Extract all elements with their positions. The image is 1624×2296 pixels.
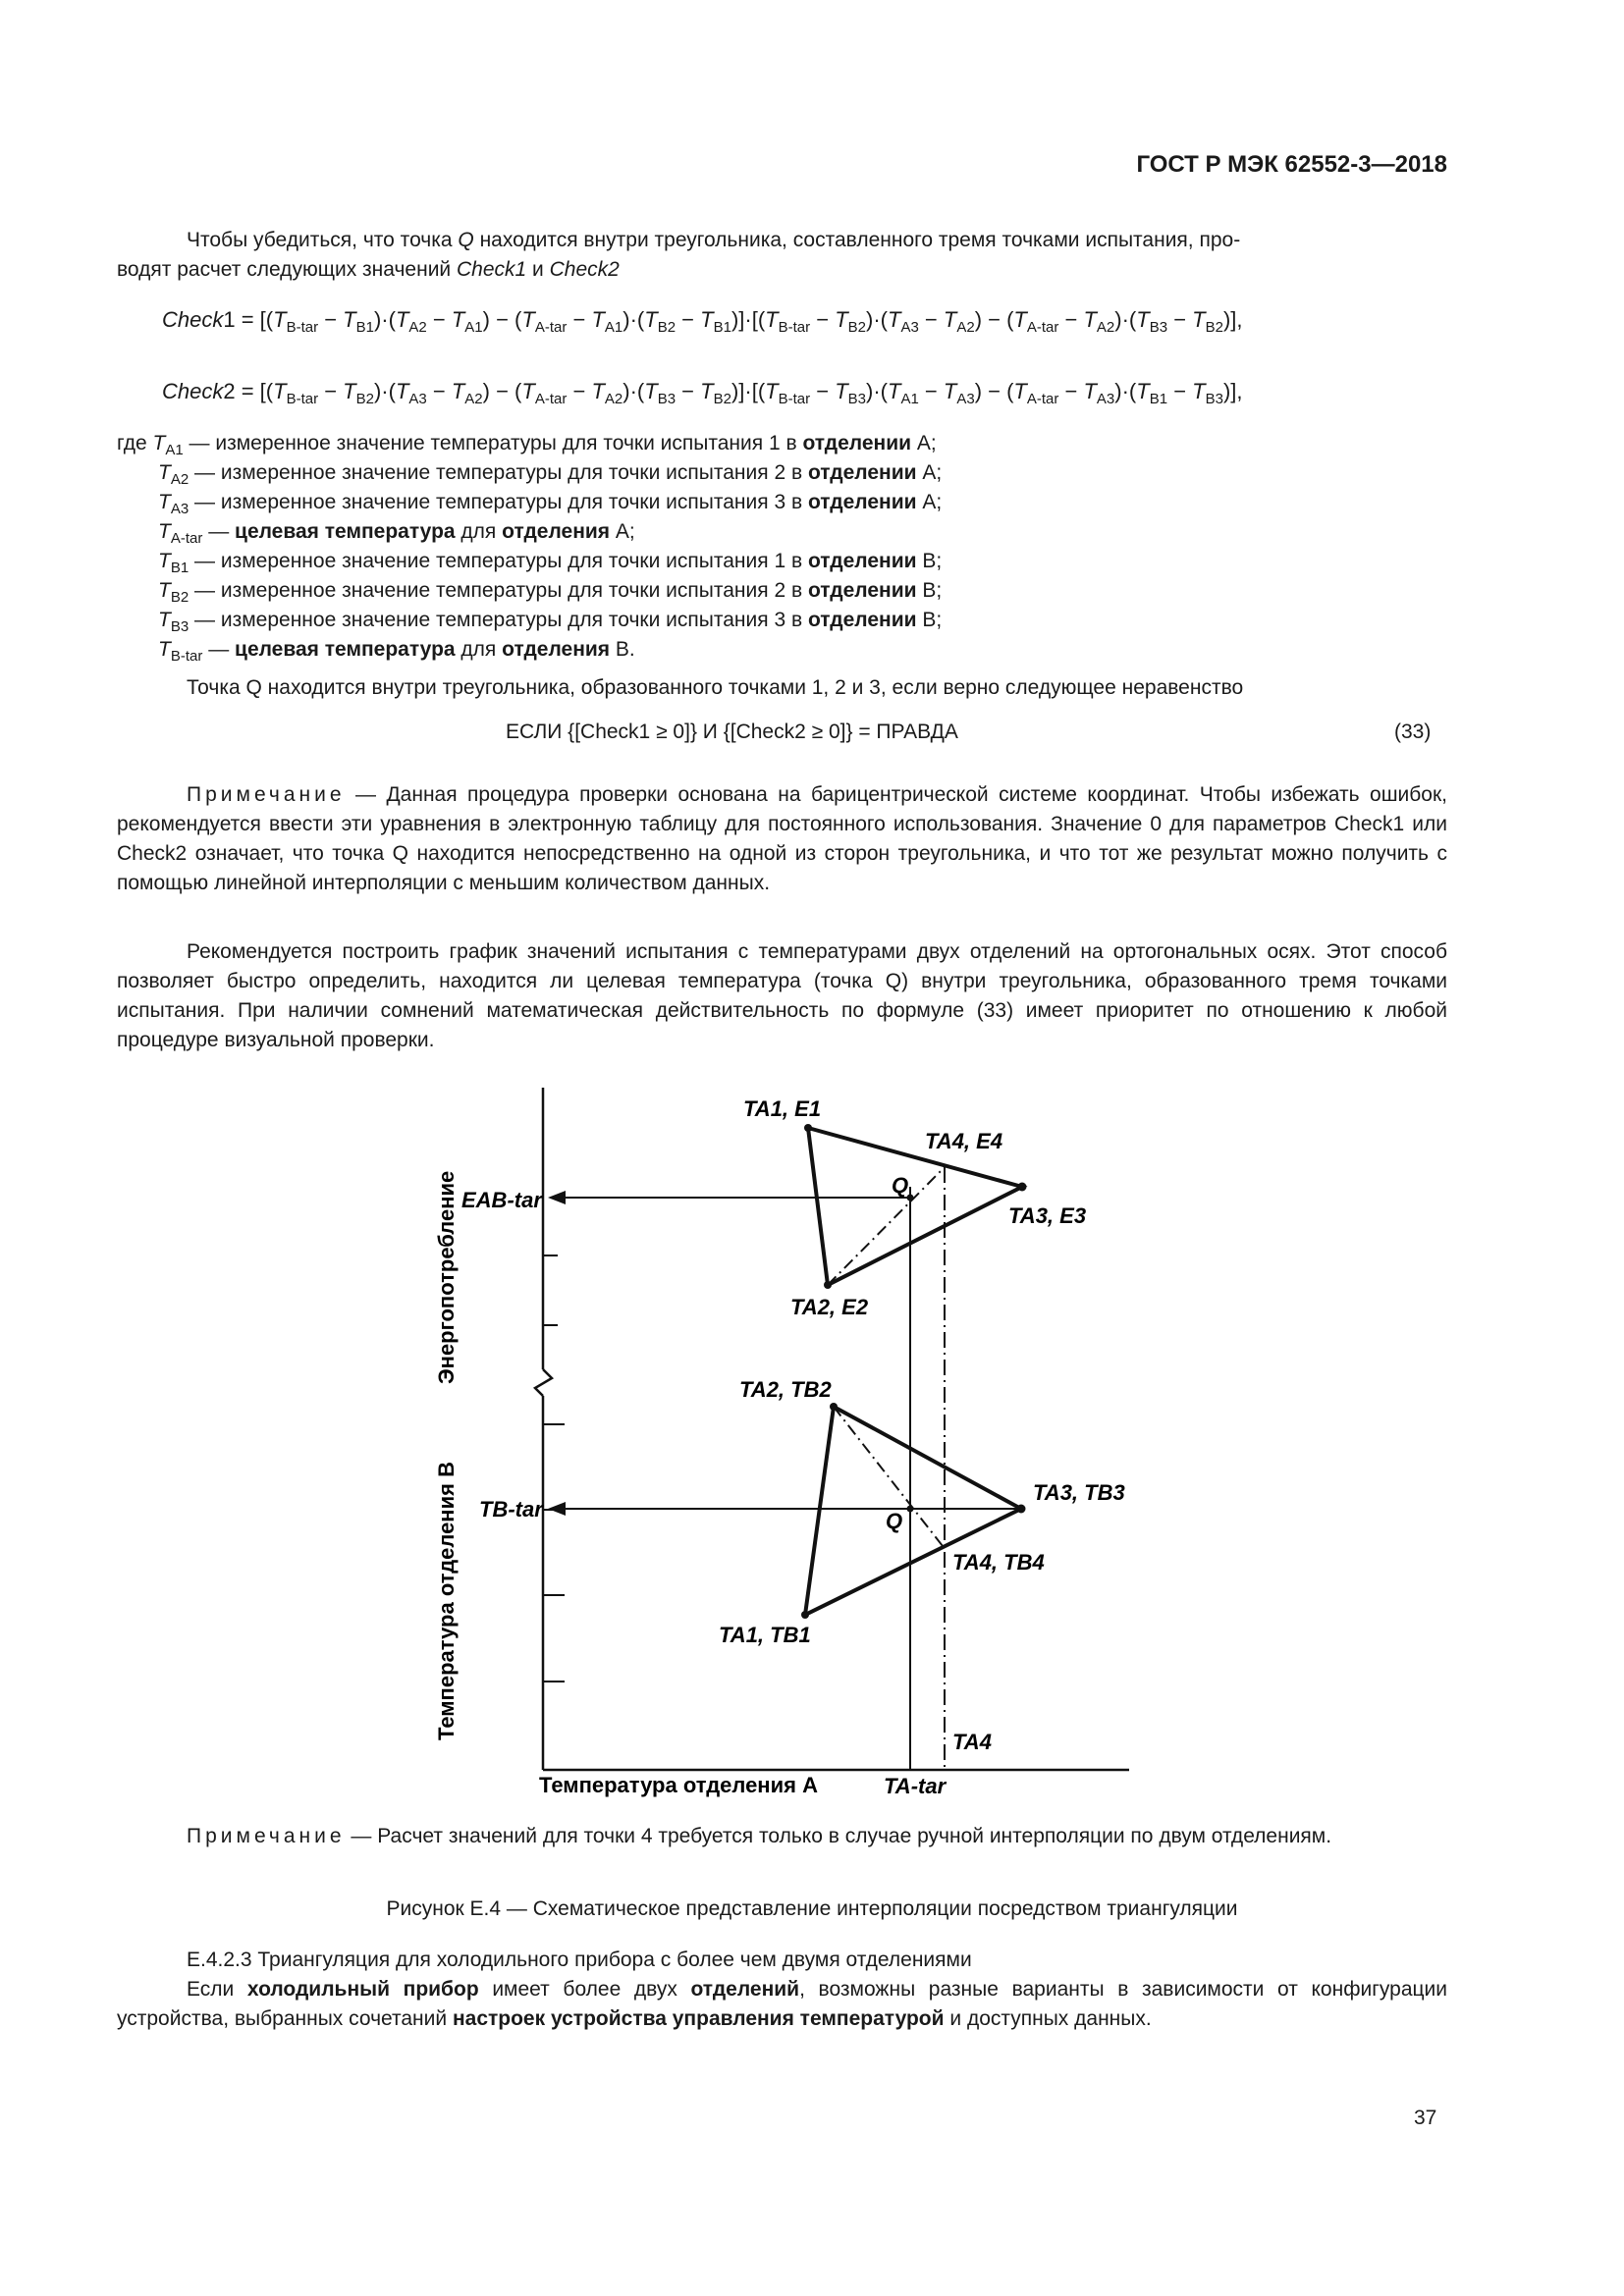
- label-ta2-e2: TA2, E2: [790, 1295, 869, 1319]
- label-ta3-tb3: TA3, TB3: [1033, 1480, 1125, 1505]
- x-axis-label: Температура отделения А: [539, 1773, 818, 1797]
- label-ta2-tb2: TA2, TB2: [739, 1377, 832, 1402]
- label-ta1-tb1: TA1, TB1: [719, 1623, 811, 1647]
- equation-number: (33): [1394, 721, 1432, 743]
- section-title: Е.4.2.3 Триангуляция для холодильного прибора с более чем двумя отделениями: [187, 1949, 972, 1971]
- label-ta-tar: TA-tar: [884, 1774, 947, 1798]
- document-header: ГОСТ Р МЭК 62552-3—2018: [1136, 151, 1447, 178]
- figure-caption: Рисунок Е.4 — Схематическое представление интерполяции посредством триангуляции: [386, 1897, 1238, 1920]
- definition-item: $T_{A-tar}$ — целевая температура для отделения А;: [158, 520, 635, 547]
- point-ta3-e3: [1018, 1183, 1027, 1192]
- label-q-bottom: Q: [886, 1509, 903, 1533]
- definition-item: $T_{A2}$ — измеренное значение температуры для точки испытания 2 в отделении А;: [158, 461, 943, 488]
- y-axis-label-bottom: Температура отделения В: [434, 1462, 459, 1740]
- triangle-temperature: [805, 1407, 1021, 1615]
- point-ta2-e2: [824, 1281, 832, 1289]
- formula-check1: Check1 = $[(T_{B-tar} - T_{B1})\cdot(T_{A2} - T_{A1}) - (T_{A-tar} - T_{A1})\cdot(T_{B2} - T_{B1})]\cdot[(T_{B-tar} - T_{B2})\cdot(T_{A3} - T_{A2}) - (T_{A-tar} - T_{A2})\cdot(T_{B3} - T_{B2})]$,: [162, 307, 1243, 336]
- point-ta1-e1: [804, 1124, 812, 1132]
- inequality-intro: Точка Q находится внутри треугольника, образованного точками 1, 2 и 3, если верно следующее неравенство: [187, 676, 1244, 699]
- note-1: Примечание — Данная процедура проверки основана на барицентрической системе координат. Чтобы избежать ошибок, рекомендуется ввести эти уравнения в электронную таблицу для постоянного использования. Значение 0 для параметров Check1 или Check2 означает, что точка Q находится непосредственно на одной из сторон треугольника, и что тот же результат можно получить с помощью линейной интерполяции с меньшим количеством данных.: [117, 783, 1447, 894]
- definition-item: $T_{B1}$ — измеренное значение температуры для точки испытания 1 в отделении В;: [158, 550, 943, 576]
- page-number: 37: [1414, 2107, 1437, 2129]
- definition-item: $T_{B2}$ — измеренное значение температуры для точки испытания 2 в отделении В;: [158, 579, 943, 606]
- definition-item: $T_{B-tar}$ — целевая температура для отделения В.: [158, 638, 635, 665]
- label-ta4-e4: TA4, E4: [925, 1129, 1003, 1153]
- label-ta4: TA4: [952, 1730, 992, 1754]
- definition-item: где $T_{A1}$ — измеренное значение температуры для точки испытания 1 в отделении А;: [117, 432, 937, 458]
- label-e-ab-tar: EAB-tar: [461, 1188, 542, 1212]
- arrowhead-e-ab-tar: [548, 1191, 566, 1204]
- y-ticks: [543, 1255, 565, 1682]
- arrowhead-tb-tar: [548, 1502, 566, 1516]
- section-text: Если холодильный прибор имеет более двух отделений, возможны разные варианты в зависимости от конфигурации устройства, выбранных сочетаний настроек устройства управления температурой и доступных данных.: [117, 1978, 1447, 2030]
- note-2: Примечание — Расчет значений для точки 4 требуется только в случае ручной интерполяции по двум отделениям.: [187, 1825, 1332, 1847]
- axis-break: [535, 1369, 552, 1396]
- recommendation-paragraph: Рекомендуется построить график значений испытания с температурами двух отделений на ортогональных осях. Этот способ позволяет быстро определить, находится ли целевая температура (точка Q) внутри треугольника, образованного тремя точками испытания. При наличии сомнений математическая действительность по формуле (33) имеет приоритет по отношению к любой процедуре визуальной проверки.: [117, 940, 1447, 1051]
- point-ta1-tb1: [801, 1611, 809, 1619]
- formula-check2: Check2 = $[(T_{B-tar} - T_{B2})\cdot(T_{A3} - T_{A2}) - (T_{A-tar} - T_{A2})\cdot(T_{B3} - T_{B2})]\cdot[(T_{B-tar} - T_{B3})\cdot(T_{A1} - T_{A3}) - (T_{A-tar} - T_{A3})\cdot(T_{B1} - T_{B3})]$,: [162, 379, 1243, 407]
- label-ta4-tb4: TA4, TB4: [952, 1550, 1045, 1575]
- y-axis-label-top: Энергопотребление: [434, 1170, 459, 1384]
- label-ta1-e1: TA1, E1: [743, 1096, 822, 1121]
- label-tb-tar: TB-tar: [479, 1497, 543, 1522]
- definition-item: $T_{B3}$ — измеренное значение температуры для точки испытания 3 в отделении В;: [158, 609, 943, 635]
- label-ta3-e3: TA3, E3: [1008, 1203, 1087, 1228]
- definition-item: $T_{A3}$ — измеренное значение температуры для точки испытания 3 в отделении А;: [158, 491, 943, 517]
- inequality-formula: ЕСЛИ {[Check1 ≥ 0]} И {[Check2 ≥ 0]} = ПРАВДА: [506, 721, 958, 743]
- intro-paragraph: Чтобы убедиться, что точка Q находится внутри треугольника, составленного тремя точками испытания, про- водят расчет следующих значений Check1 и Check2: [117, 229, 1241, 281]
- label-q-top: Q: [892, 1173, 909, 1198]
- dashed-q-top: [828, 1167, 945, 1285]
- point-ta2-tb2: [830, 1403, 838, 1411]
